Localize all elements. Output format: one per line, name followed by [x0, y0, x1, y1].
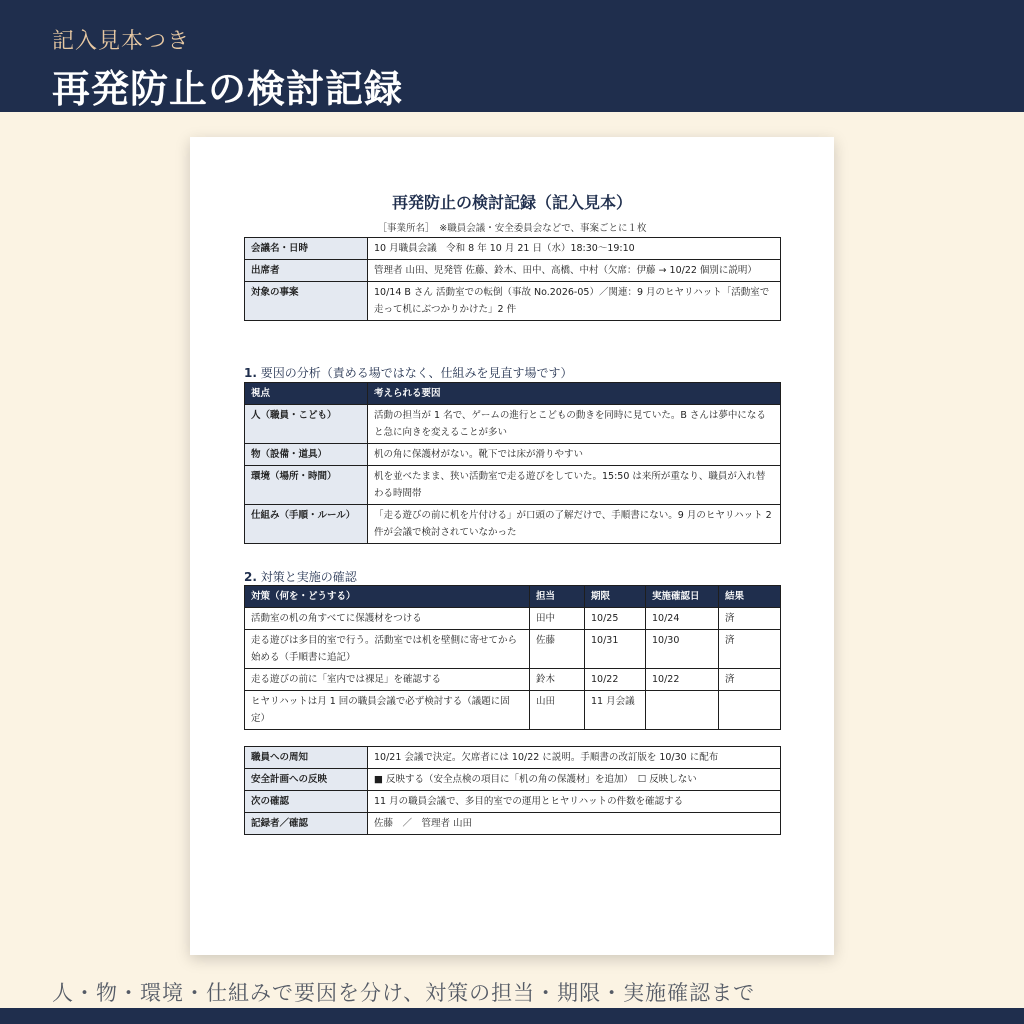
- measures-table: [244, 585, 781, 730]
- result-cell: 済: [719, 630, 781, 669]
- column-header: 視点: [245, 383, 368, 405]
- perspective-cell: 人（職員・こども）: [245, 405, 368, 444]
- due-cell: 10/25: [585, 608, 646, 630]
- section-title: 要因の分析（責める場ではなく、仕組みを見直す場です）: [260, 366, 573, 380]
- checked-date-cell: [646, 691, 719, 730]
- table-row: [245, 669, 781, 691]
- summary-label: 記録者／確認: [245, 813, 368, 835]
- section-heading-measures: [244, 568, 357, 585]
- column-header: 実施確認日: [646, 586, 719, 608]
- table-row: [245, 405, 781, 444]
- summary-row: [245, 813, 781, 835]
- checked-date-cell: 10/22: [646, 669, 719, 691]
- table-row: [245, 505, 781, 544]
- perspective-cell: 仕組み（手順・ルール）: [245, 505, 368, 544]
- info-label: 会議名・日時: [245, 238, 368, 260]
- perspective-cell: 環境（場所・時間）: [245, 466, 368, 505]
- section-number: 2.: [244, 570, 257, 584]
- info-value: 10/14 B さん 活動室での転倒（事故 No.2026-05）／関連：9 月のヒヤリハット「活動室で走って机にぶつかりかけた」2 件: [368, 282, 781, 321]
- column-header: 結果: [719, 586, 781, 608]
- banner-title: 再発防止の検討記録: [52, 67, 404, 111]
- summary-row: [245, 747, 781, 769]
- document-title: 再発防止の検討記録（記入見本）: [391, 193, 632, 212]
- footer-caption: 人・物・環境・仕組みで要因を分け、対策の担当・期限・実施確認まで: [52, 981, 756, 1005]
- due-cell: 10/22: [585, 669, 646, 691]
- summary-value: 11 月の職員会議で、多目的室での運用とヒヤリハットの件数を確認する: [368, 791, 781, 813]
- column-header: 対策（何を・どうする）: [245, 586, 530, 608]
- summary-value: 佐藤 ／ 管理者 山田: [368, 813, 781, 835]
- cause-analysis-table: [244, 382, 781, 544]
- column-header: 期限: [585, 586, 646, 608]
- result-cell: 済: [719, 608, 781, 630]
- info-value: 10 月職員会議 令和 8 年 10 月 21 日（水）18:30〜19:10: [368, 238, 781, 260]
- banner-subtitle: 記入見本つき: [52, 29, 191, 54]
- document-note: ［事業所名］ ※職員会議・安全委員会などで、事案ごとに１枚: [377, 223, 647, 234]
- info-row: [245, 282, 781, 321]
- info-row: [245, 260, 781, 282]
- measure-cell: ヒヤリハットは月 1 回の職員会議で必ず検討する（議題に固定）: [245, 691, 530, 730]
- table-row: [245, 466, 781, 505]
- follow-up-table: [244, 746, 781, 835]
- table-row: [245, 608, 781, 630]
- info-label: 対象の事案: [245, 282, 368, 321]
- section-number: 1.: [244, 366, 257, 380]
- summary-row: [245, 769, 781, 791]
- measure-cell: 走る遊びの前に「室内では裸足」を確認する: [245, 669, 530, 691]
- cause-cell: 机の角に保護材がない。靴下では床が滑りやすい: [368, 444, 781, 466]
- cause-cell: 活動の担当が 1 名で、ゲームの進行とこどもの動きを同時に見ていた。B さんは夢中になると急に向きを変えることが多い: [368, 405, 781, 444]
- summary-label: 次の確認: [245, 791, 368, 813]
- measure-cell: 走る遊びは多目的室で行う。活動室では机を壁側に寄せてから始める（手順書に追記）: [245, 630, 530, 669]
- due-cell: 10/31: [585, 630, 646, 669]
- perspective-cell: 物（設備・道具）: [245, 444, 368, 466]
- column-header: 考えられる要因: [368, 383, 781, 405]
- info-value: 管理者 山田、児発管 佐藤、鈴木、田中、高橋、中村（欠席：伊藤 → 10/22 個別に説明）: [368, 260, 781, 282]
- result-cell: 済: [719, 669, 781, 691]
- meeting-info-table: [244, 237, 781, 321]
- table-row: [245, 444, 781, 466]
- summary-label: 安全計画への反映: [245, 769, 368, 791]
- cause-cell: 「走る遊びの前に机を片付ける」が口頭の了解だけで、手順書にない。9 月のヒヤリハット 2 件が会議で検討されていなかった: [368, 505, 781, 544]
- document-sheet: [190, 137, 834, 955]
- section-heading-causes: [244, 364, 573, 381]
- column-header: 担当: [530, 586, 585, 608]
- info-row: [245, 238, 781, 260]
- owner-cell: 田中: [530, 608, 585, 630]
- footer-bar: [0, 1008, 1024, 1024]
- summary-value: ■ 反映する（安全点検の項目に「机の角の保護材」を追加） ☐ 反映しない: [368, 769, 781, 791]
- checked-date-cell: 10/24: [646, 608, 719, 630]
- summary-label: 職員への周知: [245, 747, 368, 769]
- table-row: [245, 691, 781, 730]
- table-header-row: [245, 586, 781, 608]
- info-label: 出席者: [245, 260, 368, 282]
- section-title: 対策と実施の確認: [260, 570, 357, 584]
- header-banner: [0, 0, 1024, 112]
- summary-value: 10/21 会議で決定。欠席者には 10/22 に説明。手順書の改訂版を 10/30 に配布: [368, 747, 781, 769]
- owner-cell: 山田: [530, 691, 585, 730]
- due-cell: 11 月会議: [585, 691, 646, 730]
- table-header-row: [245, 383, 781, 405]
- table-row: [245, 630, 781, 669]
- owner-cell: 鈴木: [530, 669, 585, 691]
- checked-date-cell: 10/30: [646, 630, 719, 669]
- owner-cell: 佐藤: [530, 630, 585, 669]
- result-cell: [719, 691, 781, 730]
- cause-cell: 机を並べたまま、狭い活動室で走る遊びをしていた。15:50 は来所が重なり、職員が入れ替わる時間帯: [368, 466, 781, 505]
- measure-cell: 活動室の机の角すべてに保護材をつける: [245, 608, 530, 630]
- summary-row: [245, 791, 781, 813]
